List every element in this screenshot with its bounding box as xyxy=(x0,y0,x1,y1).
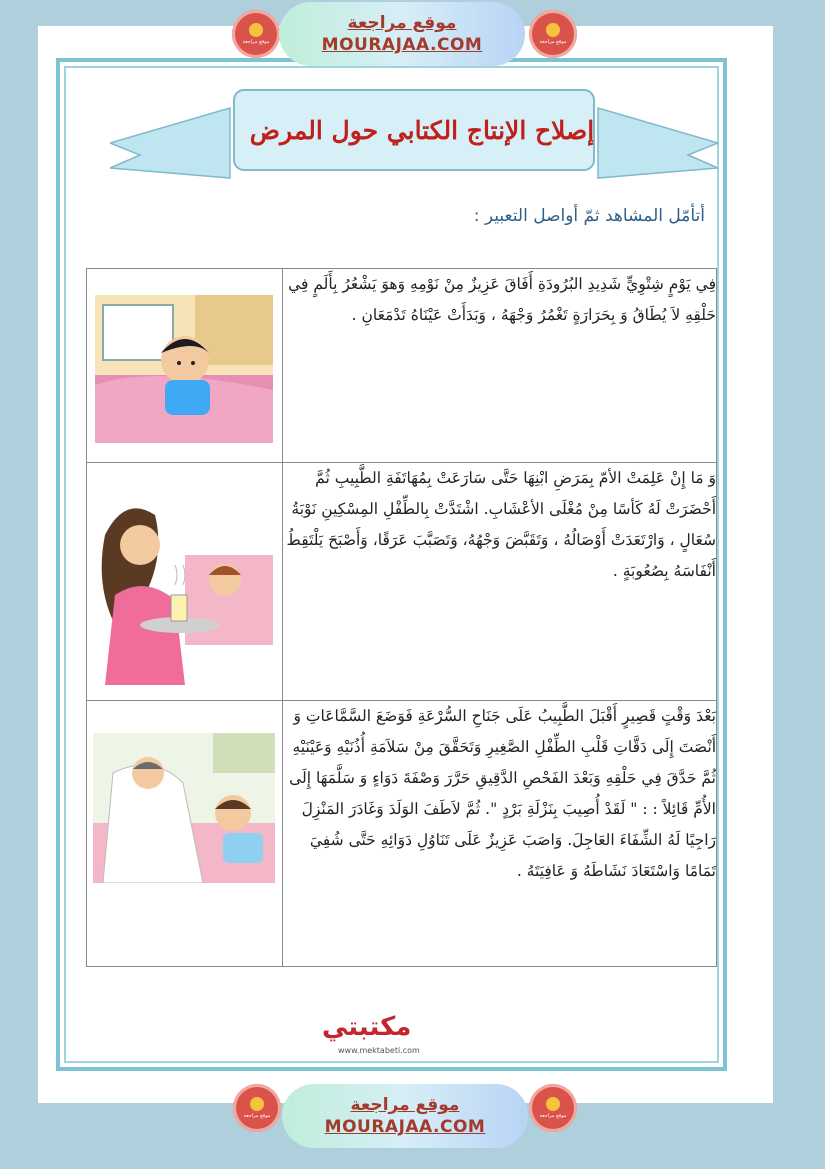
doctor-examining-boy-illustration xyxy=(93,733,275,883)
site-name-en: MOURAJAA.COM xyxy=(321,35,483,55)
site-badge-left-top: موقع مراجعة xyxy=(232,10,280,58)
table-row xyxy=(87,269,717,463)
site-badge-right-top: موقع مراجعة xyxy=(529,10,577,58)
site-name-ar: موقع مراجعة xyxy=(347,13,457,33)
lightbulb-icon xyxy=(249,23,263,37)
site-badge-left-bottom: موقع مراجعة xyxy=(233,1084,281,1132)
story-paragraph-2: وَ مَا إِنْ عَلِمَتْ الأمّ بِمَرَضِ ابْنِهَا حَتَّى سَارَعَتْ بِمُهَاتَفَةِ الطَّبِيبِ ثُمَّ أَحْضَرَتْ لَهُ كَأسًا مِنْ مُغْلَى الأعْشَابِ. اشْتَدَّتْ بِالطِّفْلِ المِسْكِينِ نَوْبَةُ سُعَالٍ ، وَارْتَعَدَتْ أَوْصَالُهُ ، وَتَقَبَّضَ وَجْهُهُ، وَتَصَبَّبَ عَرَقًا، وَأَصْبَحَ يَلْتَقِطُ أَنْفَاسَهُ بِصُعُوبَةٍ . xyxy=(283,463,717,701)
mektabeti-logo: مكتبتي www.mektabeti.com xyxy=(322,1012,420,1055)
table-row xyxy=(87,701,717,967)
page-title: إصلاح الإنتاج الكتابي حول المرض xyxy=(249,115,595,145)
site-name-ar: موقع مراجعة xyxy=(350,1095,460,1115)
lightbulb-icon xyxy=(546,23,560,37)
site-badge-right-bottom: موقع مراجعة xyxy=(529,1084,577,1132)
site-link-top[interactable] xyxy=(279,2,525,66)
instruction-text: أتأمّل المشاهد ثمّ أواصل التعبير : xyxy=(473,206,705,226)
picture-cell xyxy=(87,463,283,701)
picture-cell xyxy=(87,701,283,967)
story-paragraph-1: فِي يَوْمٍ شِتْوِيٍّ شَدِيدِ البُرُودَةِ أَفَاقَ عَزِيزٌ مِنْ نَوْمِهِ وَهوَ يَشْعُرُ بِأَلَمٍ فِي حَلْقِهِ لاَ يُطَاقُ وَ بِحَرَارَةٍ تَغْمُرُ وَجْهَهُ ، وَبَدَأَتْ عَيْنَاهُ تَدْمَعَانِ . xyxy=(283,269,717,463)
lightbulb-icon xyxy=(546,1097,560,1111)
lightbulb-icon xyxy=(250,1097,264,1111)
mother-with-herbal-drink-illustration xyxy=(95,485,273,685)
sick-boy-in-bed-illustration xyxy=(95,295,273,443)
table-row xyxy=(87,463,717,701)
site-name-en: MOURAJAA.COM xyxy=(324,1117,486,1137)
story-table xyxy=(86,268,717,967)
story-paragraph-3: بَعْدَ وَقْتٍ قَصِيرٍ أَقْبَلَ الطَّبِيبُ عَلَى جَنَاحِ السُّرْعَةِ فَوَضَعَ السَّمَّاعَاتِ وَ أَنْصَتَ إِلَى دَقَّاتِ قَلْبِ الطِّفْلِ الصَّغِيرِ وَتَحَقَّقَ مِنْ سَلاَمَةِ أُذُنَيْهِ وَعَيْنَيْهِ ثُمَّ حَدَّقَ فِي حَلْقِهِ وَبَعْدَ الفَحْصِ الدَّقِيقِ حَرَّرَ وَصْفَةَ دَوَاءٍ وَ سَلَّمَهَا إِلَى الأُمِّ قَائِلاً : : " لَقَدْ أُصِيبَ بِنَزْلَةِ بَرْدٍ ". ثُمَّ لاَطَفَ الوَلَدَ وَغَادَرَ المَنْزِلَ رَاجِيًا لَهُ الشِّفَاءَ العَاجِلَ. وَاصَبَ عَزِيزٌ عَلَى تَنَاوُلِ دَوَائِهِ حَتَّى شُفِيَ تَمَامًا وَاسْتَعَادَ نَشَاطَهُ وَ عَافِيَتَهُ . xyxy=(283,701,717,967)
picture-cell xyxy=(87,269,283,463)
site-link-bottom[interactable] xyxy=(282,1084,528,1148)
